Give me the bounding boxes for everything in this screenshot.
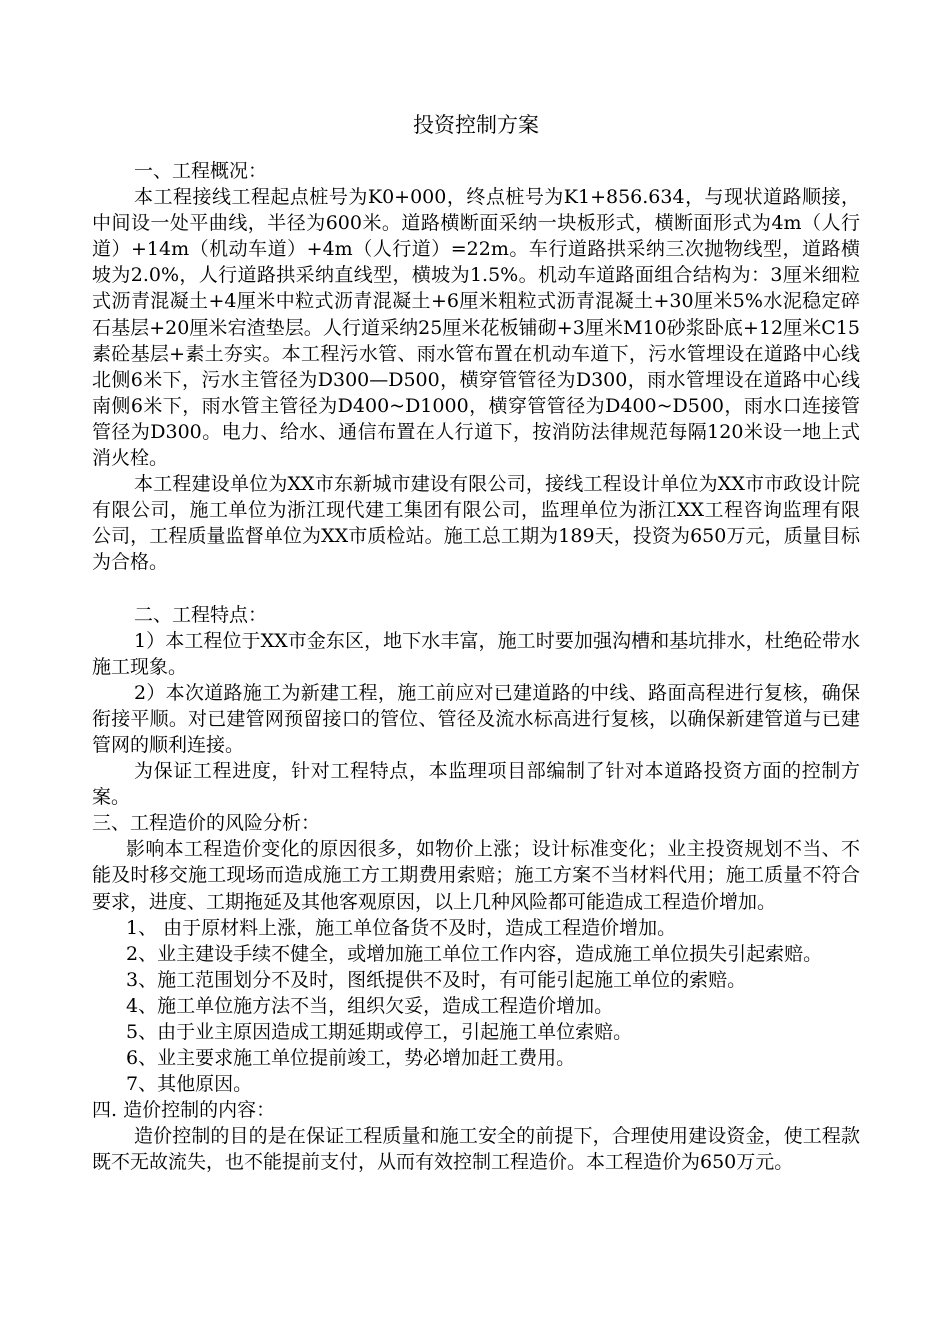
section-3-item-6: 6、业主要求施工单位提前竣工，势必增加赶工费用。 <box>126 1047 576 1070</box>
section-4-paragraph-1: 造价控制的目的是在保证工程质量和施工安全的前提下，合理使用建设资金，使工程款既不无故流失，也不能提前支付，从而有效控制工程造价。本工程造价为650万元。 <box>92 1125 860 1174</box>
section-2-paragraph-3: 为保证工程进度，针对工程特点，本监理项目部编制了针对本道路投资方面的控制方案。 <box>92 760 860 809</box>
document-title: 投资控制方案 <box>413 113 539 137</box>
section-3-heading: 三、工程造价的风险分析： <box>92 812 321 835</box>
section-1-heading: 一、工程概况： <box>134 160 268 182</box>
section-1-paragraph-1: 本工程接线工程起点桩号为K0+000，终点桩号为K1+856.634，与现状道路顺接，中间设一处平曲线，半径为600米。道路横断面采纳一块板形式，横断面形式为4m（人行道）+14m（机动车道）+4m（人行道）=22m。车行道路拱采纳三次抛物线型，道路横坡为2.0%，人行道路拱采纳直线型，横坡为1.5%。机动车道路面组合结构为：3厘米细粒式沥青混凝土+4厘米中粒式沥青混凝土+6厘米粗粒式沥青混凝土+30厘米5%水泥稳定碎石基层+20厘米宕渣垫层。人行道采纳25厘米花板铺砌+3厘米M10砂浆卧底+12厘米C15素砼基层+素土夯实。本工程污水管、雨水管布置在机动车道下，污水管埋设在道路中心线北侧6米下，污水主管径为D300—D500，横穿管管径为D300，雨水管埋设在道路中心线南侧6米下，雨水管主管径为D400~D1000，横穿管管径为D400~D500，雨水口连接管管径为D300。电力、给水、通信布置在人行道下，按消防法律规范每隔120米设一地上式消火栓。 <box>92 186 860 470</box>
section-3-item-3: 3、施工范围划分不及时，图纸提供不及时，有可能引起施工单位的索赔。 <box>126 968 747 991</box>
section-2-paragraph-1: 1）本工程位于XX市金东区，地下水丰富，施工时要加强沟槽和基坑排水，杜绝砼带水施工现象。 <box>92 629 860 678</box>
section-3-item-5: 5、由于业主原因造成工期延期或停工，引起施工单位索赔。 <box>126 1021 633 1043</box>
section-3-item-4: 4、施工单位施方法不当，组织欠妥，造成工程造价增加。 <box>126 994 614 1017</box>
section-2-heading: 二、工程特点： <box>134 603 268 626</box>
section-3-item-1: 1、 由于原材料上涨，施工单位备货不及时，造成工程造价增加。 <box>126 916 677 939</box>
document-page <box>92 108 860 1176</box>
section-2-paragraph-2: 2）本次道路施工为新建工程，施工前应对已建道路的中线、路面高程进行复核，确保衔接平顺。对已建管网预留接口的管位、管径及流水标高进行复核，以确保新建管道与已建管网的顺利连接。 <box>92 681 860 756</box>
section-4-heading: 四. 造价控制的内容： <box>92 1099 276 1122</box>
section-3-intro: 影响本工程造价变化的原因很多，如物价上涨；设计标准变化；业主投资规划不当、不能及时移交施工现场而造成施工方工期费用索赔；施工方案不当材料代用；施工质量不符合要求，进度、工期拖延及其他客观原因，以上几种风险都可能造成工程造价增加。 <box>92 838 860 913</box>
spacer <box>92 576 860 602</box>
section-3-item-2: 2、业主建设手续不健全，或增加施工单位工作内容，造成施工单位损失引起索赔。 <box>126 942 823 965</box>
section-1-paragraph-2: 本工程建设单位为XX市东新城市建设有限公司，接线工程设计单位为XX市市政设计院有限公司，施工单位为浙江现代建工集团有限公司，监理单位为浙江XX工程咨询监理有限公司，工程质量监督单位为XX市质检站。施工总工期为189天，投资为650万元，质量目标为合格。 <box>92 473 860 574</box>
section-3-item-7: 7、其他原因。 <box>126 1073 253 1096</box>
